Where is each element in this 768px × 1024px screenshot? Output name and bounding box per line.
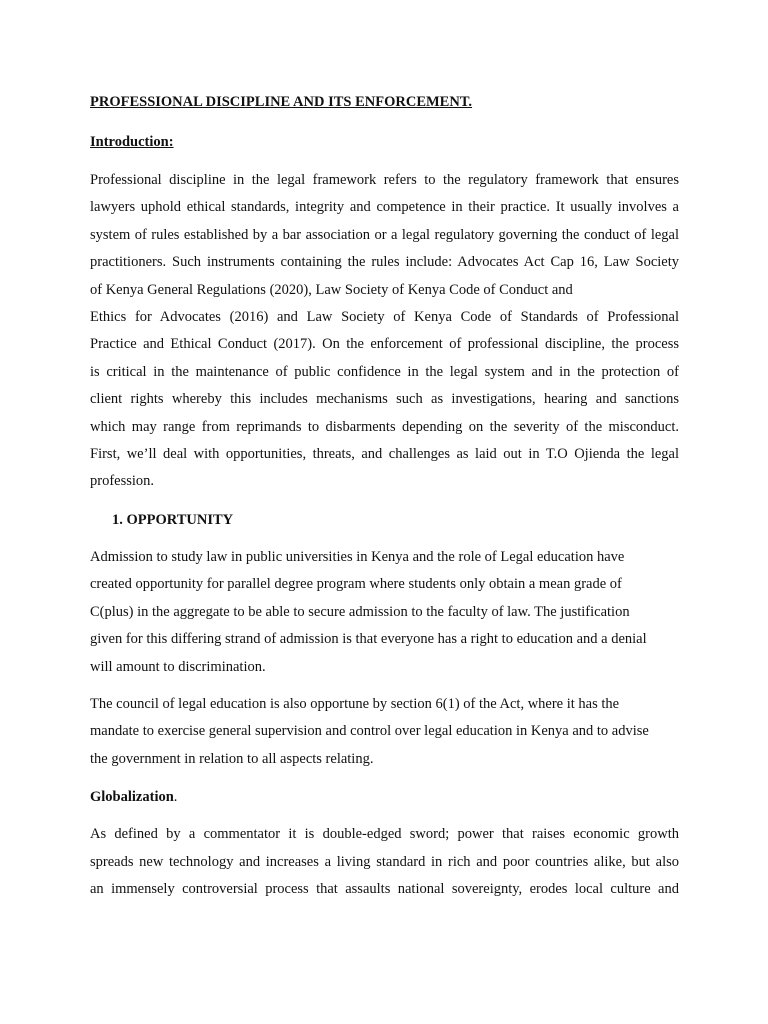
text-line: Practice and Ethical Conduct (2017). On the enforcement of professional discipline, the process	[90, 336, 679, 353]
text-line: Ethics for Advocates (2016) and Law Society of Kenya Code of Standards of Professional	[90, 309, 679, 326]
text-line: lawyers uphold ethical standards, integrity and competence in their practice. It usually involves a	[90, 199, 679, 216]
text-line: system of rules established by a bar association or a legal regulatory governing the conduct of legal	[90, 226, 679, 243]
text-line: As defined by a commentator it is double-edged sword; power that raises economic growth	[90, 826, 679, 843]
text-line: spreads new technology and increases a living standard in rich and poor countries alike, but also	[90, 853, 679, 870]
globalization-heading	[90, 783, 679, 811]
text-line: C(plus) in the aggregate to be able to secure admission to the faculty of law. The justification	[90, 603, 630, 620]
text-line: client rights whereby this includes mechanisms such as investigations, hearing and sanctions	[90, 391, 679, 408]
text-line: The council of legal education is also opportune by section 6(1) of the Act, where it has the	[90, 695, 620, 712]
globalization-paragraph	[90, 821, 679, 903]
text-line: the government in relation to all aspects relating.	[90, 750, 374, 767]
text-line: practitioners. Such instruments containing the rules include: Advocates Act Cap 16, Law Society	[90, 254, 679, 271]
text-line: mandate to exercise general supervision and control over legal education in Kenya and to advise	[90, 723, 649, 740]
introduction-paragraph	[90, 167, 679, 496]
globalization-heading-suffix: .	[173, 789, 178, 806]
section-heading-opportunity: 1. OPPORTUNITY	[112, 511, 234, 528]
text-line: Professional discipline in the legal framework refers to the regulatory framework that ensures	[90, 172, 679, 188]
text-line: of Kenya General Regulations (2020), Law Society of Kenya Code of Conduct and	[90, 281, 573, 298]
document-title: PROFESSIONAL DISCIPLINE AND ITS ENFORCEMENT.	[90, 94, 473, 110]
text-line: is critical in the maintenance of public confidence in the legal system and in the protection of	[90, 363, 679, 380]
opportunity-paragraph-1	[90, 544, 679, 681]
text-line: created opportunity for parallel degree program where students only obtain a mean grade of	[90, 576, 622, 593]
text-line: First, we’ll deal with opportunities, threats, and challenges as laid out in T.O Ojienda the legal	[90, 446, 679, 463]
introduction-heading: Introduction:	[90, 134, 174, 150]
text-line: Admission to study law in public universities in Kenya and the role of Legal education have	[90, 548, 625, 565]
text-line: profession.	[90, 473, 155, 490]
text-line: given for this differing strand of admission is that everyone has a right to education and a denial	[90, 631, 647, 648]
globalization-heading-text: Globalization	[90, 789, 174, 806]
opportunity-paragraph-2	[90, 691, 679, 773]
text-line: will amount to discrimination.	[90, 658, 266, 675]
document-page	[90, 88, 679, 903]
text-line: which may range from reprimands to disbarments depending on the severity of the misconduct.	[90, 418, 679, 435]
text-line: an immensely controversial process that assaults national sovereignty, erodes local culture and	[90, 880, 679, 897]
